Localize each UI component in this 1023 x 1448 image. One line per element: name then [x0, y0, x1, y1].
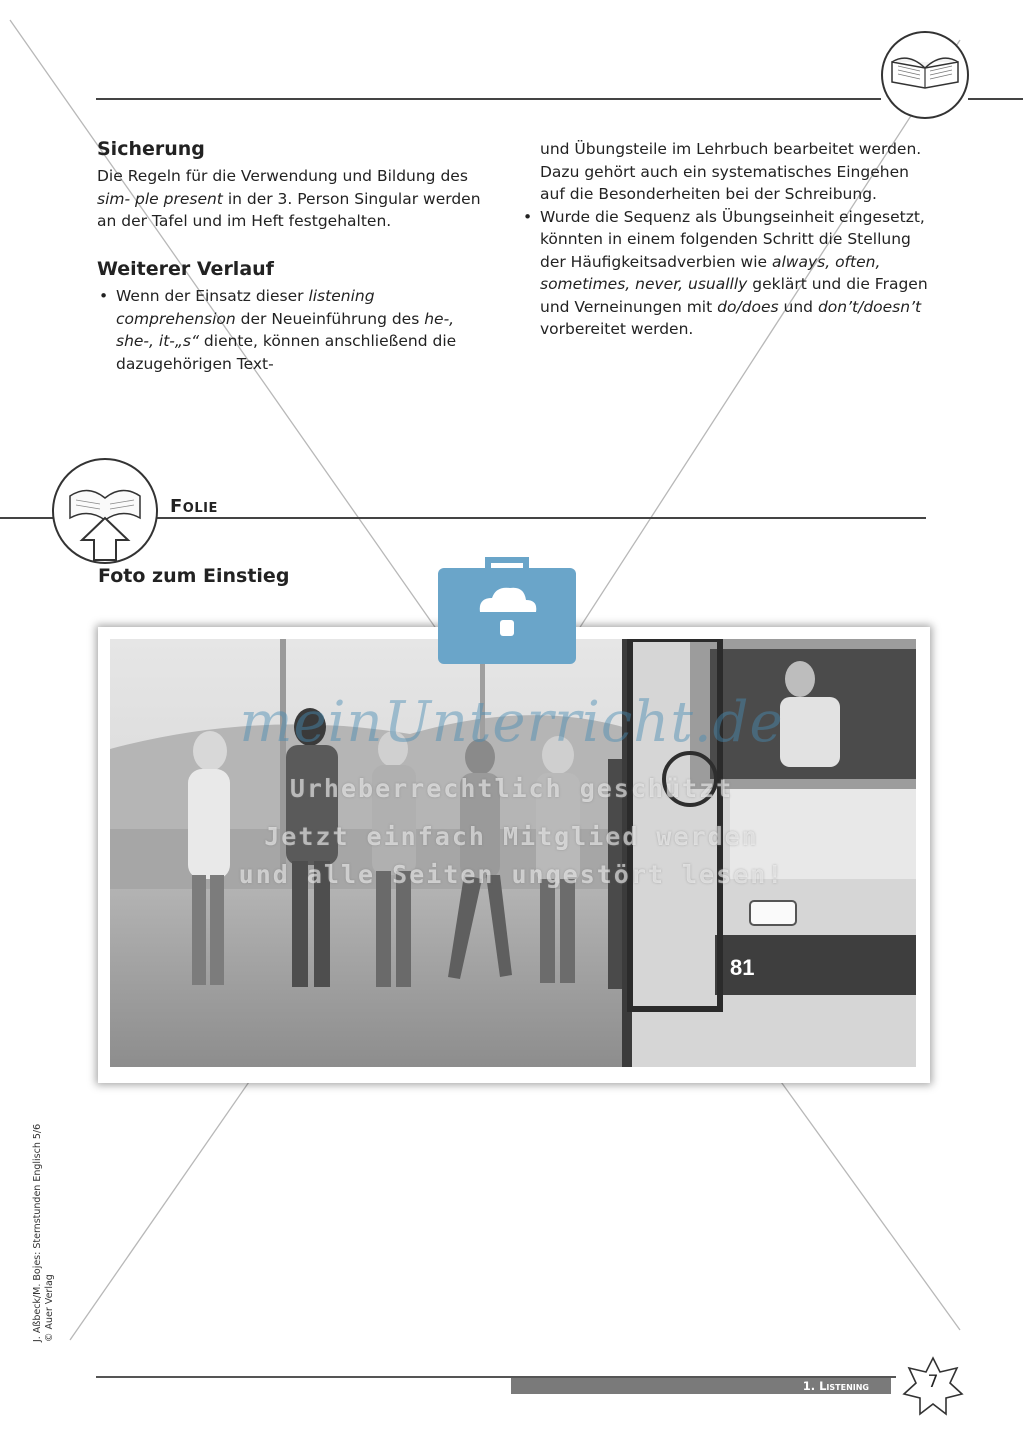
b1-text-2: der Neueinführung des	[235, 309, 425, 328]
b2-em-1: always, often, sometimes, never, usuallly	[540, 252, 881, 293]
sicherung-paragraph	[97, 165, 502, 233]
credit-line-2: © Auer Verlag	[44, 1274, 55, 1342]
verlauf-bullet-1	[97, 285, 487, 375]
b1-em-2: he-, she-, it-„s“	[116, 309, 455, 350]
sicherung-text-1: Die Regeln für die Verwendung und Bildung des	[97, 167, 468, 185]
b2-text-3: und	[778, 297, 818, 316]
page-number: 7	[927, 1372, 939, 1392]
publisher-credit	[32, 1124, 56, 1342]
header-rule	[96, 98, 881, 100]
briefcase-cloud-icon	[438, 554, 576, 664]
watermark-line-1: Urheberrechtlich geschützt	[289, 774, 734, 803]
book-projector-icon	[50, 456, 160, 566]
b1-text-3: diente, können anschließend die dazugehörigen Text-	[116, 332, 457, 373]
sicherung-heading: Sicherung	[97, 138, 205, 160]
watermark-brand: meinUnterricht.de	[239, 690, 784, 755]
section-bar	[511, 1378, 891, 1394]
credit-line-1: J. Aßbeck/M. Bojes: Sternstunden Englisch 5/6	[32, 1123, 43, 1342]
open-book-icon	[880, 30, 970, 120]
b2-text-2: geklärt und die Fragen und Verneinungen mit	[540, 275, 928, 316]
watermark-line-3: und alle Seiten ungestört lesen!	[238, 860, 785, 889]
watermark-line-2: Jetzt einfach Mitglied werden	[264, 822, 759, 851]
b1-em-1: listening comprehension	[116, 287, 375, 328]
sicherung-em-2: ple present	[135, 189, 223, 208]
photo-title: Foto zum Einstieg	[98, 565, 290, 587]
header-rule-right	[968, 98, 1023, 100]
right-bullet-2	[521, 206, 933, 341]
sicherung-text-2: in der 3. Person Singular werden an der Tafel und im Heft festgehalten.	[97, 189, 481, 230]
b2-text-1: Wurde die Sequenz als Übungseinheit eingesetzt, könnten in einem folgenden Schritt die Stellung der Häufigkeitsadverbien wie	[540, 207, 925, 271]
verlauf-paragraph	[97, 285, 487, 375]
folie-label: Folie	[170, 496, 218, 517]
right-continuation: und Übungsteile im Lehrbuch bearbeitet werden. Dazu gehört auch ein systematisches Eingehen auf die Besonderheiten bei der Schreibung.	[540, 140, 922, 203]
b2-em-3: don’t/doesn’t	[817, 297, 922, 316]
section-label: 1. Listening	[802, 1379, 869, 1393]
verlauf-heading: Weiterer Verlauf	[97, 258, 274, 280]
b2-em-2: do/does	[717, 297, 779, 316]
b1-text-1: Wenn der Einsatz dieser	[116, 287, 309, 305]
bus-number: 81	[730, 955, 755, 980]
sicherung-em-1: sim-	[97, 189, 131, 208]
right-column	[521, 138, 933, 341]
b2-text-4: vorbereitet werden.	[540, 320, 694, 338]
